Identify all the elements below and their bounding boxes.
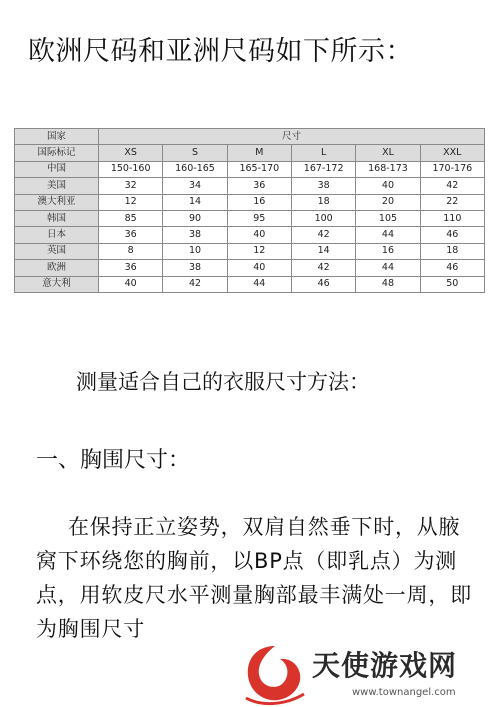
country-cell: 中国 bbox=[15, 161, 99, 177]
size-value-cell: 48 bbox=[356, 276, 420, 292]
size-label-cell: XL bbox=[356, 145, 420, 161]
size-value-cell: 42 bbox=[291, 227, 355, 243]
size-value-cell: 165-170 bbox=[227, 161, 291, 177]
size-value-cell: 40 bbox=[227, 260, 291, 276]
watermark-url: www.townangel.com bbox=[352, 687, 456, 698]
size-value-cell: 105 bbox=[356, 210, 420, 226]
size-value-cell: 38 bbox=[291, 178, 355, 194]
country-cell: 日本 bbox=[15, 227, 99, 243]
size-value-cell: 38 bbox=[163, 227, 227, 243]
size-value-cell: 46 bbox=[420, 260, 484, 276]
watermark-logo-icon bbox=[240, 640, 310, 707]
country-cell: 澳大利亚 bbox=[15, 194, 99, 210]
size-value-cell: 20 bbox=[356, 194, 420, 210]
size-value-cell: 100 bbox=[291, 210, 355, 226]
size-label-cell: XXL bbox=[420, 145, 484, 161]
size-value-cell: 34 bbox=[163, 178, 227, 194]
size-table-body bbox=[15, 129, 485, 293]
size-value-cell: 46 bbox=[291, 276, 355, 292]
size-marker-row bbox=[15, 145, 485, 161]
size-value-cell: 40 bbox=[99, 276, 163, 292]
size-value-cell: 32 bbox=[99, 178, 163, 194]
corner-label-cell: 国家 bbox=[15, 129, 99, 145]
size-chart-table bbox=[14, 128, 485, 293]
marker-label-cell: 国际标记 bbox=[15, 145, 99, 161]
country-cell: 欧洲 bbox=[15, 260, 99, 276]
size-label-cell: XS bbox=[99, 145, 163, 161]
size-label-cell: M bbox=[227, 145, 291, 161]
size-value-cell: 40 bbox=[227, 227, 291, 243]
section-heading-chest: 一、胸围尺寸： bbox=[36, 448, 191, 473]
size-value-cell: 110 bbox=[420, 210, 484, 226]
size-value-cell: 46 bbox=[420, 227, 484, 243]
measurement-subtitle: 测量适合自己的衣服尺寸方法： bbox=[76, 370, 370, 394]
size-value-cell: 16 bbox=[356, 243, 420, 259]
size-value-cell: 36 bbox=[99, 260, 163, 276]
table-header-row bbox=[15, 129, 485, 145]
page-title: 欧洲尺码和亚洲尺码如下所示： bbox=[28, 36, 413, 67]
size-value-cell: 167-172 bbox=[291, 161, 355, 177]
table-row bbox=[15, 194, 485, 210]
size-value-cell: 90 bbox=[163, 210, 227, 226]
size-value-cell: 22 bbox=[420, 194, 484, 210]
chest-measurement-paragraph: 在保持正立姿势，双肩自然垂下时，从腋窝下环绕您的胸前，以BP点（即乳点）为测点，用软皮尺水平测量胸部最丰满处一周，即为胸围尺寸 bbox=[36, 515, 472, 641]
size-value-cell: 18 bbox=[291, 194, 355, 210]
size-table-container bbox=[14, 128, 485, 293]
table-row bbox=[15, 243, 485, 259]
size-value-cell: 44 bbox=[227, 276, 291, 292]
size-value-cell: 160-165 bbox=[163, 161, 227, 177]
size-value-cell: 36 bbox=[99, 227, 163, 243]
size-header-cell: 尺寸 bbox=[99, 129, 485, 145]
watermark-site-name: 天使游戏网 bbox=[312, 649, 458, 682]
size-value-cell: 44 bbox=[356, 227, 420, 243]
size-value-cell: 38 bbox=[163, 260, 227, 276]
size-value-cell: 8 bbox=[99, 243, 163, 259]
size-value-cell: 18 bbox=[420, 243, 484, 259]
size-value-cell: 12 bbox=[99, 194, 163, 210]
size-value-cell: 16 bbox=[227, 194, 291, 210]
size-value-cell: 36 bbox=[227, 178, 291, 194]
country-cell: 美国 bbox=[15, 178, 99, 194]
table-row bbox=[15, 260, 485, 276]
size-value-cell: 85 bbox=[99, 210, 163, 226]
size-value-cell: 50 bbox=[420, 276, 484, 292]
country-cell: 英国 bbox=[15, 243, 99, 259]
table-row bbox=[15, 178, 485, 194]
size-value-cell: 40 bbox=[356, 178, 420, 194]
size-label-cell: L bbox=[291, 145, 355, 161]
size-value-cell: 150-160 bbox=[99, 161, 163, 177]
size-value-cell: 95 bbox=[227, 210, 291, 226]
size-value-cell: 10 bbox=[163, 243, 227, 259]
size-value-cell: 42 bbox=[163, 276, 227, 292]
table-row bbox=[15, 161, 485, 177]
size-value-cell: 14 bbox=[163, 194, 227, 210]
size-value-cell: 168-173 bbox=[356, 161, 420, 177]
table-row bbox=[15, 227, 485, 243]
size-value-cell: 14 bbox=[291, 243, 355, 259]
size-value-cell: 44 bbox=[356, 260, 420, 276]
size-value-cell: 170-176 bbox=[420, 161, 484, 177]
table-row bbox=[15, 210, 485, 226]
size-value-cell: 12 bbox=[227, 243, 291, 259]
size-value-cell: 42 bbox=[420, 178, 484, 194]
size-label-cell: S bbox=[163, 145, 227, 161]
table-row bbox=[15, 276, 485, 292]
country-cell: 意大利 bbox=[15, 276, 99, 292]
country-cell: 韩国 bbox=[15, 210, 99, 226]
size-value-cell: 42 bbox=[291, 260, 355, 276]
site-watermark bbox=[240, 640, 500, 707]
